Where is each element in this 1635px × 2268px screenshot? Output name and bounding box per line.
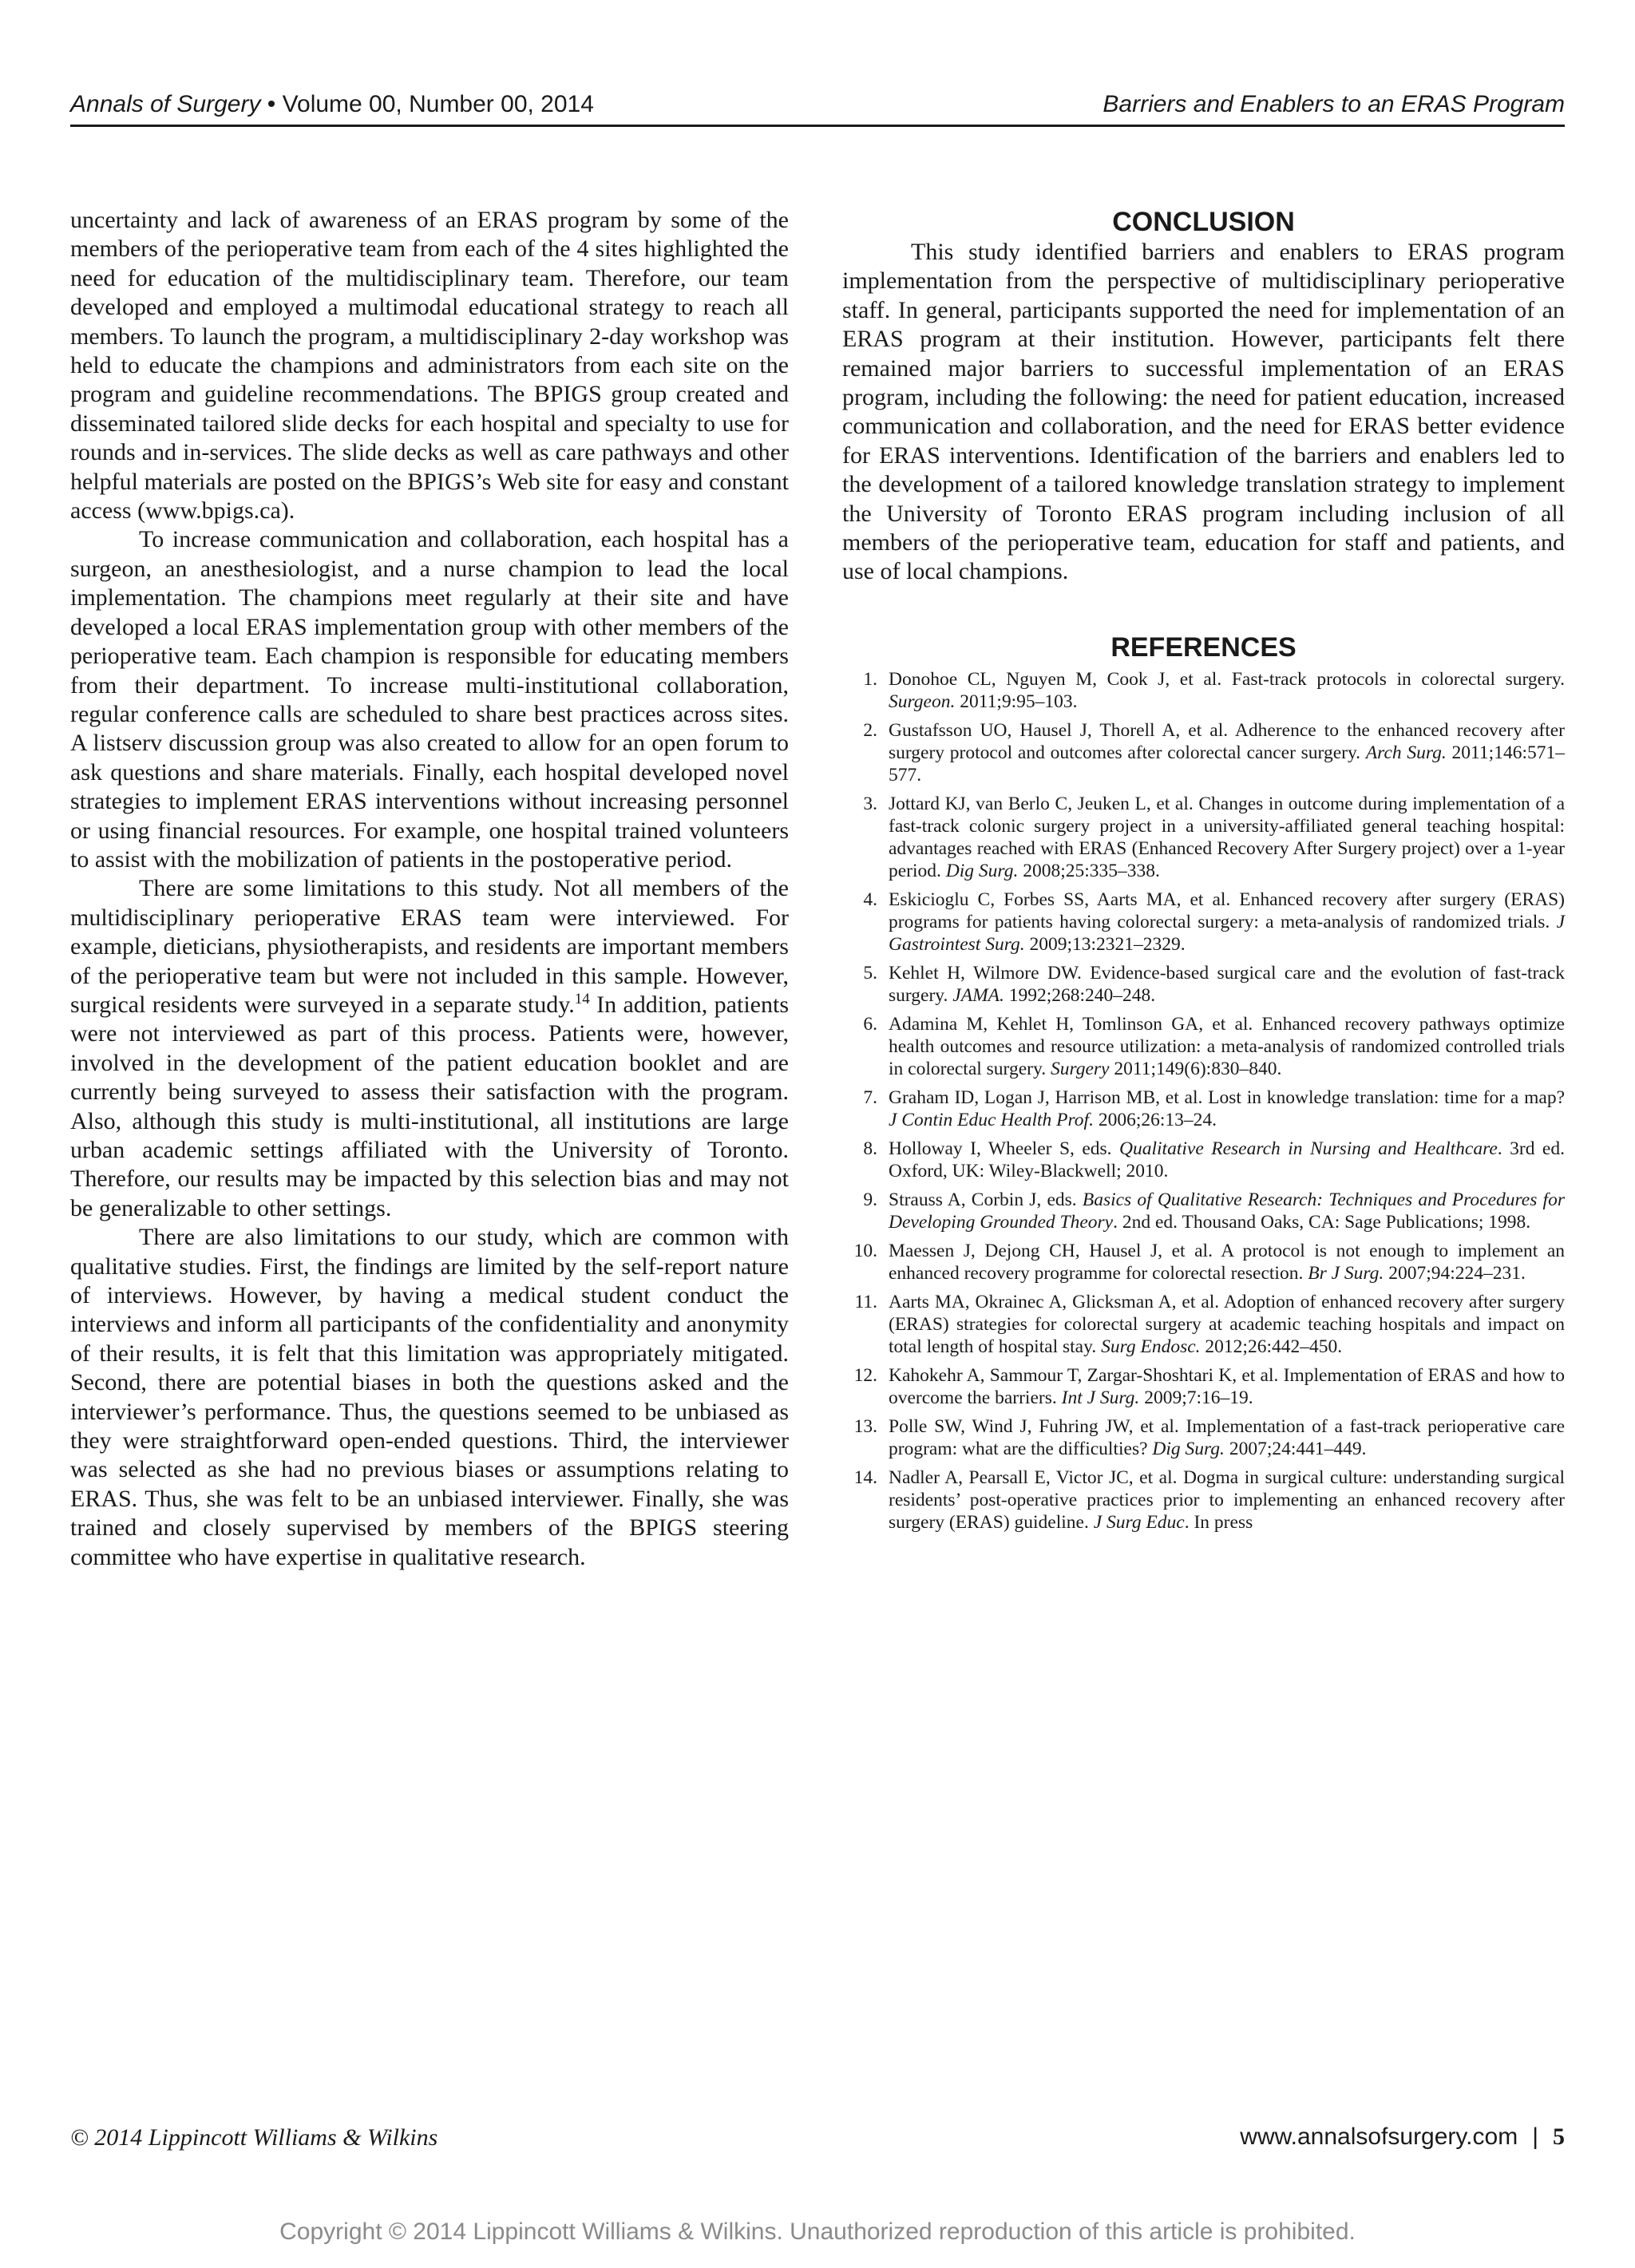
reference-citation: 2012;26:442–450.	[1200, 1336, 1343, 1357]
reference-item	[842, 668, 1565, 713]
limitations-text-b: In addition, patients were not interviewed as part of this process. Patients were, however, involved in the development of the patient education booklet and are currently being surveyed to assess their satisfaction with the program. Also, although this study is multi-institutional, all institutions are large urban academic settings affiliated with the University of Toronto. Therefore, our results may be impacted by this selection bias and may not be generalizable to other settings.	[70, 991, 789, 1221]
reference-item	[842, 1189, 1565, 1233]
references-list	[842, 668, 1565, 1534]
citation-superscript: 14	[574, 990, 590, 1007]
reference-citation: 1992;268:240–248.	[1004, 984, 1156, 1006]
reference-citation: 2007;24:441–449.	[1224, 1438, 1367, 1459]
reference-number: 9.	[863, 1189, 877, 1210]
reference-number: 14.	[853, 1466, 877, 1488]
reference-authors-title: Maessen J, Dejong CH, Hausel J, et al. A protocol is not enough to implement an enhanced recovery programme for colorectal resection.	[889, 1240, 1565, 1284]
reference-authors-title: Eskicioglu C, Forbes SS, Aarts MA, et al. Enhanced recovery after surgery (ERAS) programs for patients having colorectal surgery: a meta-analysis of randomized trials.	[889, 889, 1565, 932]
reference-authors-title: Jottard KJ, van Berlo C, Jeuken L, et al. Changes in outcome during implementation of a fast-track colonic surgery project in a university-affiliated general teaching hospital: advantages reached with ERAS (Enhanced Recovery After Surgery project) over a 1-year period.	[889, 793, 1565, 881]
reference-item	[842, 962, 1565, 1007]
reference-text	[889, 889, 1565, 956]
journal-info	[70, 86, 594, 123]
reference-number: 3.	[863, 793, 877, 814]
reference-citation: 2011;146:571–577.	[889, 742, 1565, 786]
reference-number: 5.	[863, 962, 877, 984]
reference-citation: 2009;7:16–19.	[1139, 1387, 1253, 1408]
reference-journal: Basics of Qualitative Research: Techniques and Procedures for Developing Grounded Theory	[889, 1189, 1565, 1233]
reference-citation: 2006;26:13–24.	[1093, 1109, 1217, 1130]
reference-item	[842, 1415, 1565, 1460]
reference-citation: . 3rd ed. Oxford, UK: Wiley-Blackwell; 2010.	[889, 1138, 1565, 1181]
reference-text	[889, 1291, 1565, 1358]
reference-authors-title: Donohoe CL, Nguyen M, Cook J, et al. Fast-track protocols in colorectal surgery.	[889, 668, 1565, 690]
reference-number: 6.	[863, 1013, 877, 1035]
reference-authors-title: Holloway I, Wheeler S, eds.	[889, 1138, 1120, 1159]
reference-text	[889, 1240, 1565, 1284]
reference-item	[842, 1240, 1565, 1284]
reference-journal: Dig Surg.	[1152, 1438, 1225, 1459]
conclusion-heading: CONCLUSION	[1112, 207, 1295, 237]
paragraph-qualitative-limitations: There are also limitations to our study, which are common with qualitative studies. First, the findings are limited by the self-report nature of interviews. However, by having a medical student conduct the interviews and inform all participants of the confidentiality and anonymity of their results, it is felt that this limitation was appropriately mitigated. Second, there are potential biases in both the questions asked and the interviewer’s performance. Thus, the questions seemed to be unbiased as they were straightforward open-ended questions. Third, the interviewer was selected as she had no previous biases or assumptions relating to ERAS. Thus, she was felt to be an unbiased interviewer. Finally, she was trained and closely supervised by members of the BPIGS steering committee who have expertise in qualitative research.	[70, 1224, 789, 1570]
reference-text	[889, 1189, 1565, 1233]
paragraph-limitations	[70, 874, 789, 1223]
reference-journal: J Gastrointest Surg.	[889, 911, 1565, 955]
reference-authors-title: Gustafsson UO, Hausel J, Thorell A, et al. Adherence to the enhanced recovery after surgery protocol and outcomes after colorectal cancer surgery.	[889, 719, 1565, 763]
reference-citation: 2008;25:335–338.	[1018, 860, 1160, 881]
reference-journal: J Contin Educ Health Prof.	[889, 1109, 1094, 1130]
copyright-notice: Copyright © 2014 Lippincott Williams & Wilkins. Unauthorized reproduction of this article is prohibited.	[279, 2219, 1356, 2245]
reference-journal: Surgeon.	[889, 691, 956, 712]
reference-item	[842, 1291, 1565, 1358]
reference-number: 12.	[853, 1364, 877, 1386]
reference-item	[842, 1466, 1565, 1534]
footer-separator: |	[1532, 2124, 1538, 2150]
reference-journal: Br J Surg.	[1308, 1262, 1384, 1284]
reference-number: 8.	[863, 1138, 877, 1159]
reference-number: 4.	[863, 889, 877, 910]
reference-journal: JAMA.	[952, 984, 1004, 1006]
footer-site	[1240, 2122, 1565, 2152]
journal-website-link[interactable]: www.annalsofsurgery.com	[1240, 2124, 1518, 2150]
reference-authors-title: Polle SW, Wind J, Fuhring JW, et al. Implementation of a fast-track perioperative care program: what are the difficulties?	[889, 1415, 1565, 1459]
reference-text	[889, 1364, 1565, 1409]
limitations-text-a: There are some limitations to this study. Not all members of the multidisciplinary perioperative ERAS team were interviewed. For example, dieticians, physiotherapists, and residents are important members of the perioperative team but were not included in this sample. However, surgical residents were surveyed in a separate study.	[70, 875, 789, 1018]
reference-authors-title: Kehlet H, Wilmore DW. Evidence-based surgical care and the evolution of fast-track surgery.	[889, 962, 1565, 1006]
conclusion-paragraph: This study identified barriers and enablers to ERAS program implementation from the perspective of multidisciplinary perioperative staff. In general, participants supported the need for implementation of an ERAS program at their institution. However, participants felt there remained major barriers to successful implementation of an ERAS program, including the following: the need for patient education, increased communication and collaboration, and the need for ERAS better evidence for ERAS interventions. Identification of the barriers and enablers led to the development of a tailored knowledge translation strategy to implement the University of Toronto ERAS program including inclusion of all members of the perioperative team, education for staff and patients, and use of local champions.	[842, 239, 1565, 585]
reference-text	[889, 1138, 1565, 1182]
running-header	[70, 86, 1565, 127]
reference-citation: 2009;13:2321–2329.	[1024, 933, 1186, 955]
reference-item	[842, 1364, 1565, 1409]
reference-citation: 2011;149(6):830–840.	[1109, 1058, 1282, 1079]
reference-number: 10.	[853, 1240, 877, 1261]
reference-journal: Int J Surg.	[1061, 1387, 1140, 1408]
reference-item	[842, 889, 1565, 956]
reference-number: 2.	[863, 719, 877, 741]
reference-text	[889, 719, 1565, 786]
reference-authors-title: Strauss A, Corbin J, eds.	[889, 1189, 1083, 1210]
reference-item	[842, 719, 1565, 786]
reference-text	[889, 668, 1565, 713]
right-column	[842, 206, 1565, 1540]
reference-number: 13.	[853, 1415, 877, 1437]
reference-authors-title: Kahokehr A, Sammour T, Zargar-Shoshtari K, et al. Implementation of ERAS and how to overcome the barriers.	[889, 1364, 1565, 1408]
reference-item	[842, 1087, 1565, 1131]
reference-text	[889, 793, 1565, 882]
reference-text	[889, 1087, 1565, 1131]
volume-info: Volume 00, Number 00, 2014	[282, 91, 594, 117]
reference-journal: Surgery	[1050, 1058, 1110, 1079]
page-number: 5	[1553, 2124, 1565, 2150]
reference-authors-title: Aarts MA, Okrainec A, Glicksman A, et al. Adoption of enhanced recovery after surgery (ERAS) strategies for colorectal surgery at academic teaching hospitals and impact on total length of hospital stay.	[889, 1291, 1565, 1357]
reference-authors-title: Nadler A, Pearsall E, Victor JC, et al. Dogma in surgical culture: understanding surgical residents’ post-operative practices prior to implementing an enhanced recovery after surgery (ERAS) guideline.	[889, 1466, 1565, 1533]
reference-journal: J Surg Educ	[1093, 1511, 1185, 1533]
reference-number: 1.	[863, 668, 877, 690]
reference-journal: Qualitative Research in Nursing and Healthcare	[1119, 1138, 1498, 1159]
footer-copyright: © 2014 Lippincott Williams & Wilkins	[70, 2124, 438, 2151]
paragraph-education: uncertainty and lack of awareness of an ERAS program by some of the members of the perioperative team from each of the 4 sites highlighted the need for education of the multidisciplinary team. Therefore, our team developed and employed a multimodal educational strategy to reach all members. To launch the program, a multidisciplinary 2-day workshop was held to educate the champions and administrators from each site on the program and guideline recommendations. The BPIGS group created and disseminated tailored slide decks for each hospital and specialty to use for rounds and in-services. The slide decks as well as care pathways and other helpful materials are posted on the BPIGS’s Web site for easy and constant access (www.bpigs.ca).	[70, 207, 789, 524]
reference-number: 11.	[854, 1291, 877, 1312]
reference-authors-title: Adamina M, Kehlet H, Tomlinson GA, et al. Enhanced recovery pathways optimize health outcomes and resource utilization: a meta-analysis of randomized controlled trials in colorectal surgery.	[889, 1013, 1565, 1079]
reference-item	[842, 793, 1565, 882]
reference-journal: Arch Surg.	[1365, 742, 1447, 763]
references-heading: REFERENCES	[1110, 631, 1297, 663]
reference-item	[842, 1138, 1565, 1182]
reference-number: 7.	[863, 1087, 877, 1108]
reference-citation: 2007;94:224–231.	[1384, 1262, 1526, 1284]
reference-text	[889, 1013, 1565, 1080]
left-column	[70, 206, 789, 1572]
running-title: Barriers and Enablers to an ERAS Program	[1103, 91, 1565, 117]
paragraph-communication: To increase communication and collaboration, each hospital has a surgeon, an anesthesiologist, and a nurse champion to lead the local implementation. The champions meet regularly at their site and have developed a local ERAS implementation group with other members of the perioperative team. Each champion is responsible for educating members from their department. To increase multi-institutional collaboration, regular conference calls are scheduled to share best practices across sites. A listserv discussion group was also created to allow for an open forum to ask questions and share materials. Finally, each hospital developed novel strategies to implement ERAS interventions without increasing personnel or using financial resources. For example, one hospital trained volunteers to assist with the mobilization of patients in the postoperative period.	[70, 526, 789, 873]
reference-authors-title: Graham ID, Logan J, Harrison MB, et al. Lost in knowledge translation: time for a map?	[889, 1087, 1565, 1108]
reference-citation: . 2nd ed. Thousand Oaks, CA: Sage Publications; 1998.	[1113, 1211, 1531, 1233]
reference-citation: . In press	[1184, 1511, 1253, 1533]
reference-text	[889, 1415, 1565, 1460]
reference-journal: Dig Surg.	[945, 860, 1019, 881]
reference-item	[842, 1013, 1565, 1080]
reference-citation: 2011;9:95–103.	[955, 691, 1078, 712]
reference-text	[889, 1466, 1565, 1534]
header-bullet: •	[260, 91, 283, 117]
journal-name: Annals of Surgery	[70, 91, 261, 117]
reference-text	[889, 962, 1565, 1007]
reference-journal: Surg Endosc.	[1101, 1336, 1201, 1357]
